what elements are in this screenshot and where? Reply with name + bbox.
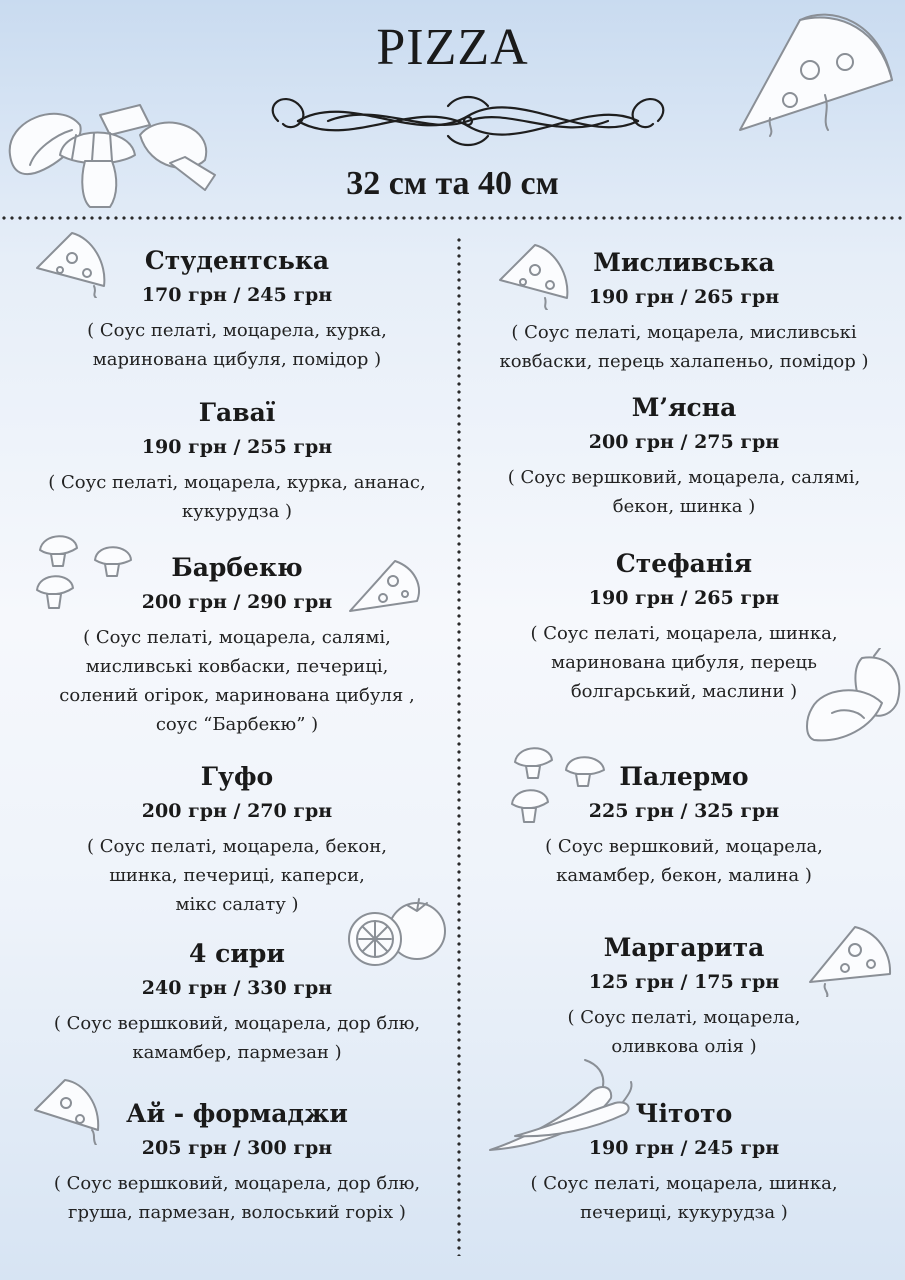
pizza-name: Студентська [144, 246, 330, 275]
menu-item [12, 1097, 462, 1227]
pizza-price: 240 грн / 330 грн [141, 977, 333, 999]
pizza-name: Барбекю [171, 553, 303, 582]
menu-item [466, 391, 902, 521]
menu-item [12, 937, 462, 1067]
pizza-ingredients: ( Соус пелаті, моцарела, шинка, маринована цибуля, перець болгарський, маслини ) [530, 623, 838, 702]
pizza-price: 190 грн / 245 грн [588, 1137, 780, 1159]
pizza-price: 190 грн / 265 грн [588, 286, 780, 308]
mushrooms-icon [0, 95, 225, 215]
pizza-price: 205 грн / 300 грн [141, 1137, 333, 1159]
pizza-name: 4 сири [189, 939, 285, 968]
menu-title: PIZZA [376, 19, 529, 76]
pizza-name: Чітото [635, 1099, 733, 1128]
pizza-name: Гаваї [198, 398, 276, 427]
pizza-name: Гуфо [200, 762, 274, 791]
pizza-price: 200 грн / 275 грн [588, 431, 780, 453]
menu-item [12, 244, 462, 374]
pizza-name: Мисливська [593, 248, 775, 277]
pizza-ingredients: ( Соус пелаті, моцарела, оливкова олія ) [567, 1007, 801, 1057]
pizza-ingredients: ( Соус пелаті, моцарела, курка, маринована цибуля, помідор ) [87, 320, 387, 370]
pizza-price: 200 грн / 270 грн [141, 800, 333, 822]
pizza-ingredients: ( Соус пелаті, моцарела, курка, ананас, кукурудза ) [48, 472, 426, 522]
menu-item [466, 246, 902, 376]
menu-item [466, 1097, 902, 1227]
menu-item [12, 760, 462, 919]
pizza-name: Маргарита [603, 933, 765, 962]
pizza-ingredients: ( Соус вершковий, моцарела, камамбер, бекон, малина ) [545, 836, 823, 886]
menu-item [466, 547, 902, 706]
pizza-ingredients: ( Соус пелаті, моцарела, салямі, мисливські ковбаски, печериці, солений огірок, маринована цибуля , соус “Барбекю” ) [59, 627, 415, 735]
menu-item [466, 760, 902, 890]
pizza-price: 190 грн / 255 грн [141, 436, 333, 458]
pizza-price: 125 грн / 175 грн [588, 971, 780, 993]
pizza-ingredients: ( Соус пелаті, моцарела, шинка, печериці, кукурудза ) [530, 1173, 838, 1223]
pizza-name: Палермо [619, 762, 749, 791]
pizza-name: М’ясна [631, 393, 737, 422]
pizza-ingredients: ( Соус вершковий, моцарела, салямі, бекон, шинка ) [507, 467, 861, 517]
pizza-slice-icon [730, 0, 900, 140]
pizza-name: Стефанія [615, 549, 753, 578]
pizza-ingredients: ( Соус вершковий, моцарела, дор блю, камамбер, пармезан ) [53, 1013, 421, 1063]
pizza-ingredients: ( Соус пелаті, моцарела, мисливські ковбаски, перець халапеньо, помідор ) [499, 322, 869, 372]
pizza-name: Ай - формаджи [126, 1099, 348, 1128]
pizza-price: 190 грн / 265 грн [588, 587, 780, 609]
pizza-price: 200 грн / 290 грн [141, 591, 333, 613]
flourish-ornament-icon [258, 86, 678, 156]
pizza-price: 170 грн / 245 грн [141, 284, 333, 306]
menu-item [12, 396, 462, 526]
pizza-ingredients: ( Соус пелаті, моцарела, бекон, шинка, печериці, каперси, мікс салату ) [87, 836, 387, 915]
dotted-divider-horizontal [0, 216, 905, 220]
pizza-ingredients: ( Соус вершковий, моцарела, дор блю, груша, пармезан, волоський горіх ) [53, 1173, 421, 1223]
menu-item [466, 931, 902, 1061]
pizza-sizes: 32 см та 40 см [346, 165, 559, 202]
pizza-price: 225 грн / 325 грн [588, 800, 780, 822]
menu-item [12, 551, 462, 739]
